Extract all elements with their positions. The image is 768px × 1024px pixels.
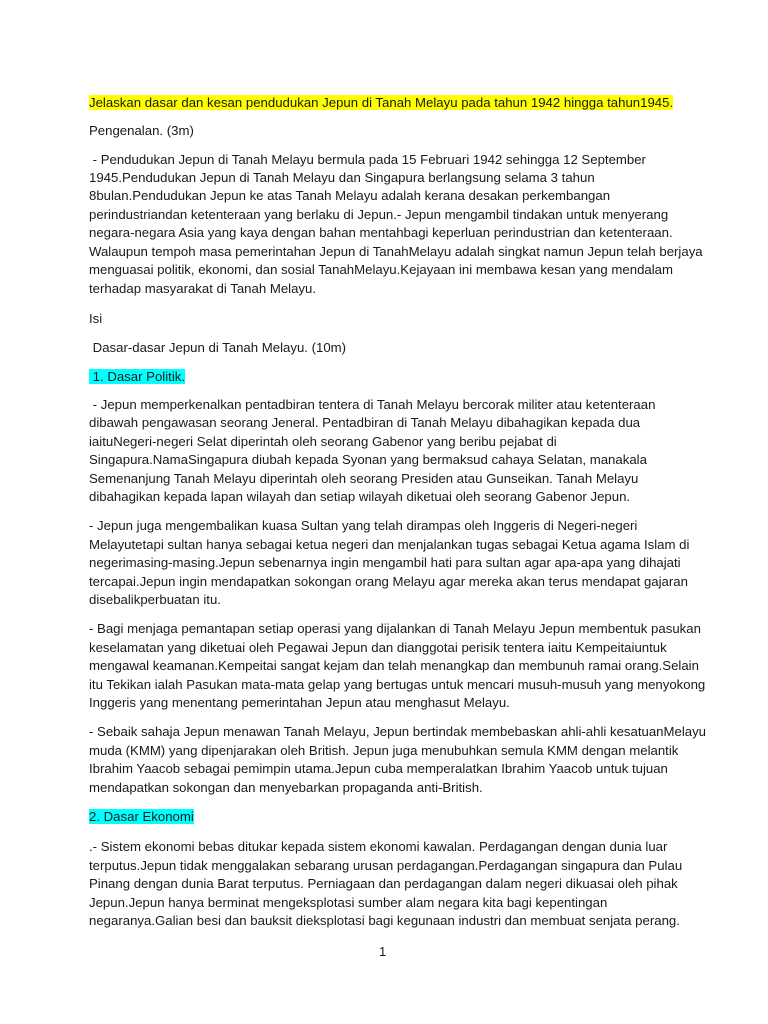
politik-paragraph-3-line: keselamatan yang diketuai oleh Pegawai Jepun dan dianggotai perisik tentera iaitu Kempeitaiuntuk <box>89 640 667 655</box>
politik-paragraph-2-line: Melayutetapi sultan hanya sebagai ketua negeri dan menjalankan tugas sebagai Ketua agama Islam di <box>89 537 690 552</box>
politik-paragraph-2-line: disebalikperbuatan itu. <box>89 592 221 607</box>
ekonomi-paragraph-line: negaranya.Galian besi dan bauksit dieksplotasi bagi kegunaan industri dan membuat senjata perang. <box>89 913 680 928</box>
ekonomi-paragraph-line: Pinang dengan dunia Barat terputus. Perniagaan dan perdagangan dalam negeri dikuasai oleh pihak <box>89 876 678 891</box>
intro-line: negara-negara Asia yang kaya dengan bahan mentahbagi keperluan perindustrian dan ketenteraan. <box>89 225 673 240</box>
intro-heading: Pengenalan. (3m) <box>89 123 194 138</box>
intro-line: Walaupun tempoh masa pemerintahan Jepun di TanahMelayu adalah singkat namun Jepun telah berjaya <box>89 244 703 259</box>
section-2-highlight: 2. Dasar Ekonomi <box>89 809 194 824</box>
isi-heading: Isi <box>89 311 103 326</box>
intro-line: terhadap masyarakat di Tanah Melayu. <box>89 281 317 296</box>
politik-paragraph-4-line: muda (KMM) yang dipenjarakan oleh British. Jepun juga menubuhkan semula KMM dengan melantik <box>89 743 679 758</box>
intro-line: perindustriandan ketenteraan yang berlaku di Jepun.- Jepun mengambil tindakan untuk menyerang <box>89 207 669 222</box>
politik-paragraph-2-line: negerimasing-masing.Jepun sebenarnya ingin mengambil hati para sultan agar apa-apa yang dihajati <box>89 555 681 570</box>
politik-paragraph-4-line: - Sebaik sahaja Jepun menawan Tanah Melayu, Jepun bertindak membebaskan ahli-ahli kesatuanMelayu <box>89 724 707 739</box>
question-line <box>89 94 673 112</box>
intro-line: 8bulan.Pendudukan Jepun ke atas Tanah Melayu adalah kerana desakan perkembangan <box>89 188 611 203</box>
section-2-title <box>89 808 194 826</box>
intro-line: 1945.Pendudukan Jepun di Tanah Melayu dan Singapura berlangsung selama 3 tahun <box>89 170 595 185</box>
politik-paragraph-3-line: Inggeris yang menentang pemerintahan Jepun atau menghasut Melayu. <box>89 695 510 710</box>
politik-paragraph-1-line: Semenanjung Tanah Melayu diperintah oleh seorang Presiden atau Gunseikan. Tanah Melayu <box>89 471 639 486</box>
politik-paragraph-3-line: - Bagi menjaga pemantapan setiap operasi yang dijalankan di Tanah Melayu Jepun membentuk pasukan <box>89 621 701 636</box>
politik-paragraph-1-line: iaituNegeri-negeri Selat diperintah oleh seorang Gabenor yang beribu pejabat di <box>89 434 557 449</box>
intro-line: - Pendudukan Jepun di Tanah Melayu bermula pada 15 Februari 1942 sehingga 12 September <box>89 152 646 167</box>
politik-paragraph-4-line: Ibrahim Yaacob sebagai pemimpin utama.Jepun cuba memperalatkan Ibrahim Yaacob untuk tujuan <box>89 761 668 776</box>
ekonomi-paragraph-line: terputus.Jepun tidak menggalakan sebarang urusan perdagangan.Perdagangan singapura dan Pulau <box>89 858 683 873</box>
section-1-highlight: 1. Dasar Politik. <box>89 369 186 384</box>
politik-paragraph-2-line: - Jepun juga mengembalikan kuasa Sultan yang telah dirampas oleh Inggeris di Negeri-negeri <box>89 518 638 533</box>
section-1-title <box>89 368 185 386</box>
intro-line: menguasai politik, ekonomi, dan sosial TanahMelayu.Kejayaan ini membawa kesan yang mendalam <box>89 262 674 277</box>
politik-paragraph-1-line: - Jepun memperkenalkan pentadbiran tentera di Tanah Melayu bercorak militer atau ketenteraan <box>89 397 656 412</box>
question-highlight: Jelaskan dasar dan kesan pendudukan Jepun di Tanah Melayu pada tahun 1942 hingga tahun1945. <box>89 95 674 110</box>
politik-paragraph-2-line: tercapai.Jepun ingin mendapatkan sokongan orang Melayu agar mereka akan terus mendapat gajaran <box>89 574 688 589</box>
politik-paragraph-3-line: mengawal keamanan.Kempeitai sangat kejam dan telah menangkap dan membunuh ramai orang.Selain <box>89 658 699 673</box>
politik-paragraph-3-line: itu Tekikan ialah Pasukan mata-mata gelap yang bertugas untuk mencari musuh-musuh yang menyokong <box>89 677 706 692</box>
ekonomi-paragraph-line: Jepun.Jepun hanya berminat mengeksplotasi sumber alam negara kita bagi kepentingan <box>89 895 608 910</box>
politik-paragraph-1-line: dibahagikan kepada lapan wilayah dan setiap wilayah diketuai oleh seorang Gabenor Jepun. <box>89 489 631 504</box>
politik-paragraph-4-line: mendapatkan sokongan dan menyebarkan propaganda anti-British. <box>89 780 483 795</box>
politik-paragraph-1-line: Singapura.NamaSingapura diubah kepada Syonan yang bermaksud cahaya Selatan, manakala <box>89 452 647 467</box>
politik-paragraph-1-line: dibawah pengawasan seorang Jeneral. Pentadbiran di Tanah Melayu dibahagikan kepada dua <box>89 415 641 430</box>
page-number: 1 <box>379 944 387 959</box>
dasar-heading: Dasar-dasar Jepun di Tanah Melayu. (10m) <box>89 340 347 355</box>
ekonomi-paragraph-line: .- Sistem ekonomi bebas ditukar kepada sistem ekonomi kawalan. Perdagangan dengan dunia luar <box>89 839 668 854</box>
